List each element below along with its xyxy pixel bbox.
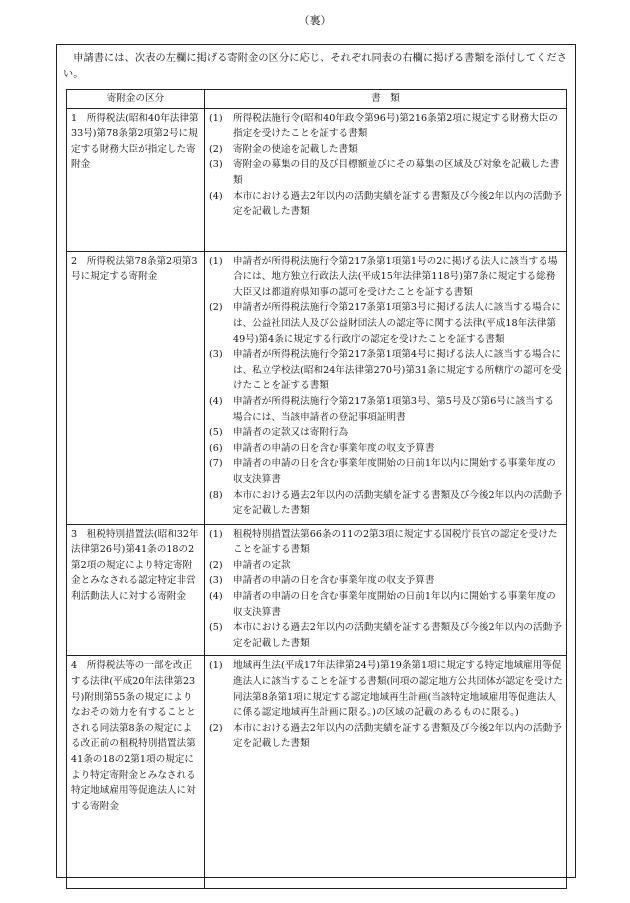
document-item bbox=[209, 721, 563, 752]
category-cell bbox=[67, 251, 205, 524]
document-number: (2) bbox=[209, 559, 223, 571]
document-number: (1) bbox=[209, 528, 223, 540]
document-item bbox=[209, 658, 563, 720]
category-text: 2 所得税法第78条第2項第3号に規定する寄附金 bbox=[71, 255, 198, 283]
document-number: (2) bbox=[209, 722, 223, 734]
document-item bbox=[209, 300, 563, 347]
category-cell bbox=[67, 656, 205, 889]
documents-cell bbox=[205, 251, 567, 524]
document-number: (3) bbox=[209, 575, 223, 587]
document-item bbox=[209, 558, 563, 574]
document-item bbox=[209, 142, 563, 158]
documents-cell bbox=[205, 524, 567, 656]
document-number: (4) bbox=[209, 395, 223, 407]
document-number: (2) bbox=[209, 143, 223, 155]
table-row bbox=[67, 251, 567, 524]
document-text: 寄附金の使途を記載した書類 bbox=[233, 143, 358, 155]
document-text: 申請者の定款 bbox=[233, 559, 291, 571]
document-text: 本市における過去2年以内の活動実績を証する書類及び今後2年以内の活動予定を記載した書類 bbox=[233, 190, 562, 218]
document-text: 所得税法施行令(昭和40年政令第96号)第216条第2項に規定する財務大臣の指定を受けたことを証する書類 bbox=[233, 112, 558, 140]
document-item bbox=[209, 347, 563, 394]
document-text: 租税特別措置法第66条の11の2第3項に規定する国税庁長官の認定を受けたことを証する書類 bbox=[233, 528, 558, 556]
document-text: 申請者の申請の日を含む事業年度開始の日前1年以内に開始する事業年度の収支決算書 bbox=[233, 590, 556, 618]
category-cell bbox=[67, 524, 205, 656]
document-text: 申請者が所得税法施行令第217条第1項第4号に掲げる法人に該当する場合には、私立学校法(昭和24年法律第270号)第31条に規定する所轄庁の認可を受けたことを証する書類 bbox=[233, 349, 562, 392]
header-category: 寄附金の区分 bbox=[67, 90, 205, 109]
document-item bbox=[209, 441, 563, 457]
document-item bbox=[209, 111, 563, 142]
table-row bbox=[67, 656, 567, 889]
document-text: 申請者が所得税法施行令第217条第1項第3号に掲げる法人に該当する場合には、公益社団法人及び公益財団法人の認定等に関する法律(平成18年法律第49号)第4条に規定する行政庁の認定を受けたことを証する書類 bbox=[233, 302, 561, 345]
document-text: 申請者の定款又は寄附行為 bbox=[233, 427, 349, 439]
document-text: 申請者の申請の日を含む事業年度の収支予算書 bbox=[233, 575, 435, 587]
document-item bbox=[209, 157, 563, 188]
document-number: (4) bbox=[209, 590, 223, 602]
form-frame bbox=[56, 44, 576, 878]
document-text: 本市における過去2年以内の活動実績を証する書類及び今後2年以内の活動予定を記載した書類 bbox=[233, 489, 562, 517]
header-documents: 書 類 bbox=[205, 90, 567, 109]
document-number: (1) bbox=[209, 660, 223, 672]
document-item bbox=[209, 620, 563, 651]
document-number: (1) bbox=[209, 112, 223, 124]
document-number: (7) bbox=[209, 458, 223, 470]
document-item bbox=[209, 488, 563, 519]
document-item bbox=[209, 456, 563, 487]
documents-cell bbox=[205, 656, 567, 889]
document-text: 寄附金の募集の目的及び目標額並びにその募集の区域及び対象を記載した書類 bbox=[233, 159, 560, 186]
page-label: （裏） bbox=[298, 14, 332, 27]
document-item bbox=[209, 527, 563, 558]
table-row bbox=[67, 108, 567, 251]
document-number: (3) bbox=[209, 349, 223, 361]
table-header-row bbox=[67, 90, 567, 109]
table-row bbox=[67, 524, 567, 656]
category-cell bbox=[67, 108, 205, 251]
document-text: 申請者の申請の日を含む事業年度開始の日前1年以内に開始する事業年度の収支決算書 bbox=[233, 458, 556, 485]
document-item bbox=[209, 589, 563, 620]
document-number: (8) bbox=[209, 489, 223, 501]
document-number: (4) bbox=[209, 190, 223, 202]
document-number: (5) bbox=[209, 427, 223, 439]
document-item bbox=[209, 394, 563, 425]
document-text: 地域再生法(平成17年法律第24号)第19条第1項に規定する特定地域雇用等促進法人に該当することを証する書類(同項の認定地方公共団体が認定を受けた同法第8条第1項に規定する認定地域再生計画(当該特定地域雇用等促進法人に係る認定地域再生計画に限る。)の区域の記載のあるものに限る。) bbox=[233, 660, 563, 719]
document-number: (1) bbox=[209, 255, 223, 267]
category-text: 3 租税特別措置法(昭和32年法律第26号)第41条の18の2第2項の規定により特定寄附金とみなされる認定特定非営利活動法人に対する寄附金 bbox=[71, 528, 199, 602]
document-item bbox=[209, 189, 563, 220]
category-text: 1 所得税法(昭和40年法律第33号)第78条第2項第2号に規定する財務大臣が指定した寄附金 bbox=[71, 112, 199, 171]
intro-text: 申請書には、次表の左欄に掲げる寄附金の区分に応じ、それぞれ同表の右欄に掲げる書類を添付してください。 bbox=[63, 53, 567, 80]
document-number: (2) bbox=[209, 302, 223, 314]
document-number: (5) bbox=[209, 622, 223, 634]
document-text: 申請者が所得税法施行令第217条第1項第1号の2に掲げる法人に該当する場合には、地方独立行政法人法(平成15年法律第118号)第7条に規定する総務大臣又は都道府県知事の認可を受けたことを証する書類 bbox=[233, 255, 558, 298]
documents-table bbox=[66, 89, 567, 889]
category-text: 4 所得税法等の一部を改正する法律(平成20年法律第23号)附則第55条の規定によりなおその効力を有することとされる同法第8条の規定による改正前の租税特別措置法第41条の18の2第1項の規定により特定寄附金とみなされる特定地域雇用等促進法人に対する寄附金 bbox=[71, 660, 196, 812]
document-text: 申請者の申請の日を含む事業年度の収支予算書 bbox=[233, 442, 435, 454]
document-number: (6) bbox=[209, 442, 223, 454]
document-text: 申請者が所得税法施行令第217条第1項第3号、第5号及び第6号に該当する場合には、当該申請者の登記事項証明書 bbox=[233, 395, 554, 423]
document-item bbox=[209, 573, 563, 589]
document-number: (3) bbox=[209, 159, 223, 171]
documents-cell bbox=[205, 108, 567, 251]
document-text: 本市における過去2年以内の活動実績を証する書類及び今後2年以内の活動予定を記載した書類 bbox=[233, 722, 562, 750]
document-item bbox=[209, 425, 563, 441]
document-text: 本市における過去2年以内の活動実績を証する書類及び今後2年以内の活動予定を記載した書類 bbox=[233, 622, 562, 649]
document-item bbox=[209, 254, 563, 301]
